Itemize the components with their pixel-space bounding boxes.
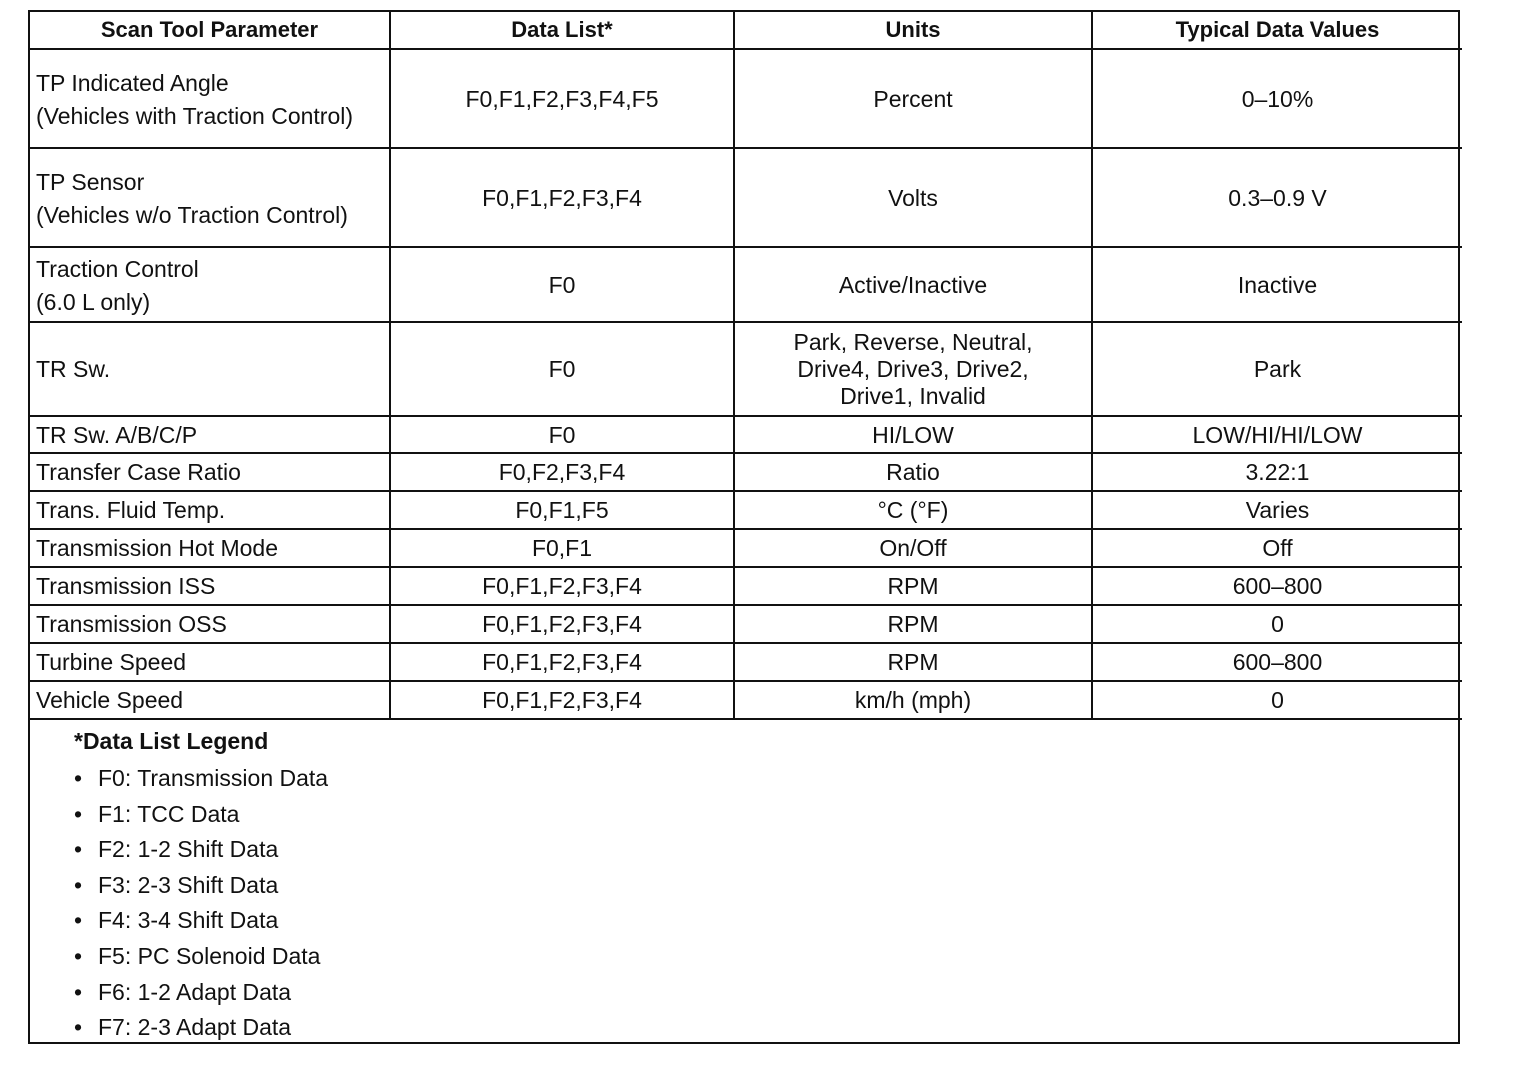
bullet-icon: • <box>74 907 83 934</box>
legend-item <box>74 903 1458 939</box>
units-cell: RPM <box>734 567 1092 605</box>
legend-item-text: F4: 3-4 Shift Data <box>98 907 279 934</box>
typical-value-cell: 0–10% <box>1092 49 1462 148</box>
param-qualifier: (6.0 L only) <box>36 288 151 315</box>
param-cell <box>30 322 390 416</box>
scan-tool-data-table <box>30 12 1462 720</box>
param-name: TR Sw. <box>36 356 111 382</box>
bullet-icon: • <box>74 871 83 898</box>
table-row <box>30 643 1462 681</box>
bullet-icon: • <box>74 765 83 791</box>
data-list-cell: F0,F1,F2,F3,F4,F5 <box>390 49 734 148</box>
typical-value-cell: LOW/HI/HI/LOW <box>1092 416 1462 453</box>
column-header-typical-values: Typical Data Values <box>1092 12 1462 49</box>
legend-item <box>74 975 1458 1011</box>
bullet-icon: • <box>74 1014 83 1041</box>
legend-item-text: F5: PC Solenoid Data <box>98 942 321 969</box>
data-list-cell: F0,F1 <box>390 529 734 567</box>
param-cell <box>30 247 390 322</box>
table-row <box>30 567 1462 605</box>
legend-item-text: F3: 2-3 Shift Data <box>98 871 279 898</box>
column-header-parameter: Scan Tool Parameter <box>30 12 390 49</box>
data-list-cell: F0,F1,F2,F3,F4 <box>390 148 734 247</box>
legend-item <box>74 832 1458 868</box>
bullet-icon: • <box>74 800 83 827</box>
typical-value-cell: 600–800 <box>1092 643 1462 681</box>
typical-value-cell: Varies <box>1092 491 1462 529</box>
typical-value-cell: Off <box>1092 529 1462 567</box>
param-qualifier: (Vehicles with Traction Control) <box>36 102 354 129</box>
data-list-cell: F0,F2,F3,F4 <box>390 453 734 491</box>
units-cell: Percent <box>734 49 1092 148</box>
units-cell: °C (°F) <box>734 491 1092 529</box>
units-cell: On/Off <box>734 529 1092 567</box>
param-cell <box>30 148 390 247</box>
table-row <box>30 247 1462 322</box>
column-header-data-list: Data List* <box>390 12 734 49</box>
table-row <box>30 529 1462 567</box>
units-cell: Volts <box>734 148 1092 247</box>
table-row <box>30 322 1462 416</box>
legend-item-text: F0: Transmission Data <box>98 765 329 791</box>
param-cell <box>30 529 390 567</box>
param-name: Transmission ISS <box>36 573 216 599</box>
typical-value-cell: Park <box>1092 322 1462 416</box>
table-header-row <box>30 12 1462 49</box>
param-cell <box>30 416 390 453</box>
param-name: Transfer Case Ratio <box>36 459 241 485</box>
legend-item-text: F1: TCC Data <box>98 800 240 827</box>
units-cell: HI/LOW <box>734 416 1092 453</box>
table-row <box>30 49 1462 148</box>
param-cell <box>30 605 390 643</box>
param-name: TP Indicated Angle <box>36 69 229 96</box>
units-cell: RPM <box>734 643 1092 681</box>
typical-value-cell: 0.3–0.9 V <box>1092 148 1462 247</box>
param-cell <box>30 491 390 529</box>
column-header-units: Units <box>734 12 1092 49</box>
legend-item <box>74 761 1458 797</box>
table-row <box>30 453 1462 491</box>
bullet-icon: • <box>74 836 83 863</box>
param-qualifier: (Vehicles w/o Traction Control) <box>36 201 348 228</box>
data-list-cell: F0 <box>390 322 734 416</box>
legend-title: *Data List Legend <box>74 728 269 754</box>
data-list-cell: F0,F1,F5 <box>390 491 734 529</box>
param-cell <box>30 643 390 681</box>
param-name: Turbine Speed <box>36 649 187 675</box>
data-list-cell: F0,F1,F2,F3,F4 <box>390 567 734 605</box>
param-name: Trans. Fluid Temp. <box>36 497 226 523</box>
typical-value-cell: 0 <box>1092 681 1462 719</box>
document-sheet <box>28 10 1460 1044</box>
data-list-legend <box>30 720 1458 1046</box>
typical-value-cell: 3.22:1 <box>1092 453 1462 491</box>
param-name: Transmission OSS <box>36 611 227 637</box>
bullet-icon: • <box>74 978 83 1005</box>
param-name: Vehicle Speed <box>36 687 184 713</box>
units-cell: km/h (mph) <box>734 681 1092 719</box>
table-row <box>30 605 1462 643</box>
param-cell <box>30 681 390 719</box>
table-row <box>30 491 1462 529</box>
data-list-cell: F0,F1,F2,F3,F4 <box>390 643 734 681</box>
legend-item <box>74 1010 1458 1046</box>
param-cell <box>30 453 390 491</box>
legend-item-text: F7: 2-3 Adapt Data <box>98 1014 292 1041</box>
param-name: TP Sensor <box>36 168 145 195</box>
bullet-icon: • <box>74 942 83 969</box>
table-row <box>30 681 1462 719</box>
data-list-cell: F0 <box>390 416 734 453</box>
typical-value-cell: Inactive <box>1092 247 1462 322</box>
legend-item-text: F6: 1-2 Adapt Data <box>98 978 292 1005</box>
param-name: TR Sw. A/B/C/P <box>36 421 198 448</box>
param-name: Transmission Hot Mode <box>36 535 279 561</box>
table-row <box>30 416 1462 453</box>
table-row <box>30 148 1462 247</box>
typical-value-cell: 600–800 <box>1092 567 1462 605</box>
data-list-cell: F0 <box>390 247 734 322</box>
units-cell: Active/Inactive <box>734 247 1092 322</box>
legend-item <box>74 868 1458 904</box>
param-cell <box>30 49 390 148</box>
legend-item-text: F2: 1-2 Shift Data <box>98 836 279 863</box>
legend-item <box>74 939 1458 975</box>
typical-value-cell: 0 <box>1092 605 1462 643</box>
param-cell <box>30 567 390 605</box>
units-cell: Ratio <box>734 453 1092 491</box>
legend-list <box>74 761 1458 1046</box>
param-name: Traction Control <box>36 255 199 282</box>
data-list-cell: F0,F1,F2,F3,F4 <box>390 681 734 719</box>
units-cell: Park, Reverse, Neutral, Drive4, Drive3, Drive2, Drive1, Invalid <box>734 322 1092 416</box>
units-cell: RPM <box>734 605 1092 643</box>
legend-item <box>74 797 1458 833</box>
data-list-cell: F0,F1,F2,F3,F4 <box>390 605 734 643</box>
